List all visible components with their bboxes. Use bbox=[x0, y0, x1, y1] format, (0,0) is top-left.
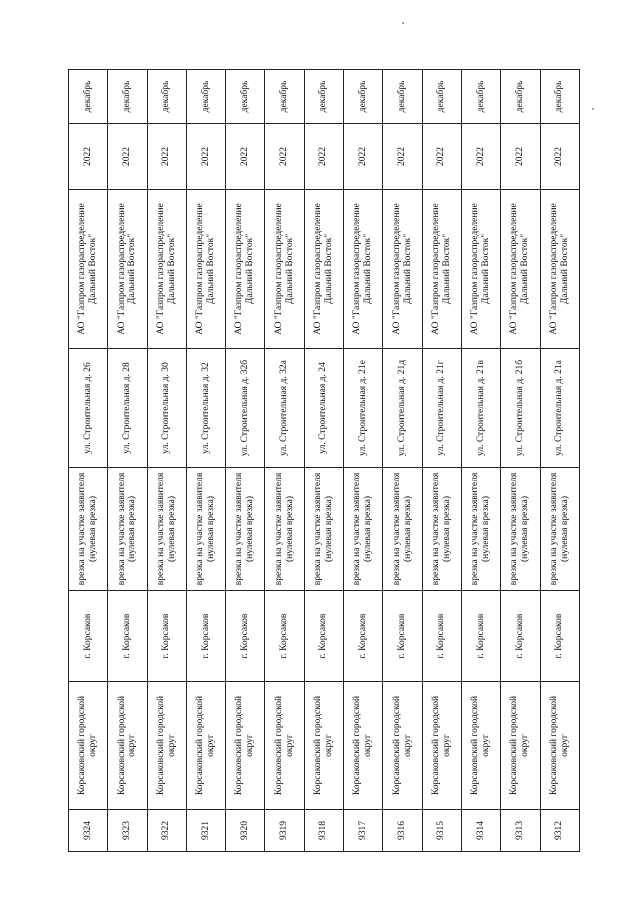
cell-city: г. Корсаков bbox=[186, 591, 225, 682]
cell-city: г. Корсаков bbox=[540, 591, 579, 682]
cell-organization: АО "Газпром газораспределение Дальний Восток" bbox=[383, 190, 422, 349]
cell-year: 2022 bbox=[186, 124, 225, 190]
cell-organization: АО "Газпром газораспределение Дальний Восток" bbox=[186, 190, 225, 349]
cell-municipality: Корсаковский городской округ bbox=[422, 682, 461, 810]
cell-municipality: Корсаковский городской округ bbox=[540, 682, 579, 810]
cell-address: ул. Строительная д. 21б bbox=[501, 349, 540, 468]
cell-month: декабрь bbox=[540, 70, 579, 124]
cell-month: декабрь bbox=[501, 70, 540, 124]
table-row bbox=[69, 70, 108, 852]
table-row bbox=[265, 70, 304, 852]
cell-organization: АО "Газпром газораспределение Дальний Восток" bbox=[344, 190, 383, 349]
cell-municipality: Корсаковский городской округ bbox=[501, 682, 540, 810]
cell-work-type: врезка на участке заявителя (нулевая врезка) bbox=[186, 468, 225, 591]
cell-organization: АО "Газпром газораспределение Дальний Восток" bbox=[422, 190, 461, 349]
cell-month: декабрь bbox=[422, 70, 461, 124]
table-row bbox=[461, 70, 500, 852]
gas-connection-schedule-table bbox=[68, 69, 580, 852]
cell-number: 9313 bbox=[501, 810, 540, 852]
cell-number: 9324 bbox=[69, 810, 108, 852]
cell-city: г. Корсаков bbox=[69, 591, 108, 682]
table-row bbox=[226, 70, 265, 852]
cell-number: 9319 bbox=[265, 810, 304, 852]
cell-organization: АО "Газпром газораспределение Дальний Восток" bbox=[461, 190, 500, 349]
cell-year: 2022 bbox=[540, 124, 579, 190]
cell-address: ул. Строительная д. 26 bbox=[69, 349, 108, 468]
cell-address: ул. Строительная д. 28 bbox=[108, 349, 147, 468]
cell-address: ул. Строительная д. 21г bbox=[422, 349, 461, 468]
cell-address: ул. Строительная д. 21д bbox=[383, 349, 422, 468]
cell-number: 9315 bbox=[422, 810, 461, 852]
cell-number: 9317 bbox=[344, 810, 383, 852]
cell-year: 2022 bbox=[501, 124, 540, 190]
cell-work-type: врезка на участке заявителя (нулевая врезка) bbox=[461, 468, 500, 591]
cell-year: 2022 bbox=[226, 124, 265, 190]
cell-city: г. Корсаков bbox=[304, 591, 343, 682]
cell-city: г. Корсаков bbox=[383, 591, 422, 682]
cell-month: декабрь bbox=[186, 70, 225, 124]
cell-number: 9321 bbox=[186, 810, 225, 852]
cell-month: декабрь bbox=[69, 70, 108, 124]
cell-month: декабрь bbox=[226, 70, 265, 124]
table-row bbox=[147, 70, 186, 852]
cell-number: 9318 bbox=[304, 810, 343, 852]
cell-organization: АО "Газпром газораспределение Дальний Восток" bbox=[69, 190, 108, 349]
cell-municipality: Корсаковский городской округ bbox=[108, 682, 147, 810]
cell-number: 9316 bbox=[383, 810, 422, 852]
cell-work-type: врезка на участке заявителя (нулевая врезка) bbox=[383, 468, 422, 591]
cell-month: декабрь bbox=[265, 70, 304, 124]
cell-number: 9312 bbox=[540, 810, 579, 852]
cell-city: г. Корсаков bbox=[344, 591, 383, 682]
cell-city: г. Корсаков bbox=[422, 591, 461, 682]
cell-work-type: врезка на участке заявителя (нулевая врезка) bbox=[501, 468, 540, 591]
cell-number: 9322 bbox=[147, 810, 186, 852]
cell-month: декабрь bbox=[383, 70, 422, 124]
cell-organization: АО "Газпром газораспределение Дальний Восток" bbox=[147, 190, 186, 349]
cell-address: ул. Строительная д. 30 bbox=[147, 349, 186, 468]
cell-work-type: врезка на участке заявителя (нулевая врезка) bbox=[304, 468, 343, 591]
cell-municipality: Корсаковский городской округ bbox=[69, 682, 108, 810]
cell-year: 2022 bbox=[461, 124, 500, 190]
cell-year: 2022 bbox=[422, 124, 461, 190]
cell-organization: АО "Газпром газораспределение Дальний Восток" bbox=[540, 190, 579, 349]
cell-month: декабрь bbox=[344, 70, 383, 124]
cell-year: 2022 bbox=[69, 124, 108, 190]
cell-organization: АО "Газпром газораспределение Дальний Восток" bbox=[226, 190, 265, 349]
cell-year: 2022 bbox=[304, 124, 343, 190]
cell-organization: АО "Газпром газораспределение Дальний Восток" bbox=[501, 190, 540, 349]
cell-city: г. Корсаков bbox=[461, 591, 500, 682]
table-row bbox=[422, 70, 461, 852]
table-row bbox=[108, 70, 147, 852]
cell-work-type: врезка на участке заявителя (нулевая врезка) bbox=[226, 468, 265, 591]
cell-city: г. Корсаков bbox=[501, 591, 540, 682]
table-row bbox=[540, 70, 579, 852]
cell-municipality: Корсаковский городской округ bbox=[186, 682, 225, 810]
cell-address: ул. Строительная д. 21е bbox=[344, 349, 383, 468]
cell-municipality: Корсаковский городской округ bbox=[383, 682, 422, 810]
table-row bbox=[304, 70, 343, 852]
cell-work-type: врезка на участке заявителя (нулевая врезка) bbox=[344, 468, 383, 591]
cell-city: г. Корсаков bbox=[226, 591, 265, 682]
table-row bbox=[501, 70, 540, 852]
cell-year: 2022 bbox=[344, 124, 383, 190]
cell-year: 2022 bbox=[147, 124, 186, 190]
scan-speck bbox=[592, 108, 594, 110]
cell-year: 2022 bbox=[108, 124, 147, 190]
cell-city: г. Корсаков bbox=[108, 591, 147, 682]
cell-year: 2022 bbox=[383, 124, 422, 190]
cell-year: 2022 bbox=[265, 124, 304, 190]
cell-address: ул. Строительная д. 32 bbox=[186, 349, 225, 468]
table-row bbox=[383, 70, 422, 852]
table-row bbox=[344, 70, 383, 852]
cell-municipality: Корсаковский городской округ bbox=[304, 682, 343, 810]
cell-address: ул. Строительная д. 32а bbox=[265, 349, 304, 468]
table-row bbox=[186, 70, 225, 852]
cell-address: ул. Строительная д. 32б bbox=[226, 349, 265, 468]
cell-organization: АО "Газпром газораспределение Дальний Восток" bbox=[108, 190, 147, 349]
cell-organization: АО "Газпром газораспределение Дальний Восток" bbox=[265, 190, 304, 349]
cell-number: 9320 bbox=[226, 810, 265, 852]
cell-address: ул. Строительная д. 21а bbox=[540, 349, 579, 468]
cell-municipality: Корсаковский городской округ bbox=[265, 682, 304, 810]
cell-work-type: врезка на участке заявителя (нулевая врезка) bbox=[540, 468, 579, 591]
table-body bbox=[69, 70, 580, 852]
cell-municipality: Корсаковский городской округ bbox=[344, 682, 383, 810]
cell-number: 9314 bbox=[461, 810, 500, 852]
cell-work-type: врезка на участке заявителя (нулевая врезка) bbox=[422, 468, 461, 591]
cell-month: декабрь bbox=[461, 70, 500, 124]
cell-number: 9323 bbox=[108, 810, 147, 852]
cell-work-type: врезка на участке заявителя (нулевая врезка) bbox=[147, 468, 186, 591]
cell-city: г. Корсаков bbox=[147, 591, 186, 682]
cell-month: декабрь bbox=[304, 70, 343, 124]
scan-speck bbox=[402, 22, 404, 24]
cell-work-type: врезка на участке заявителя (нулевая врезка) bbox=[108, 468, 147, 591]
cell-city: г. Корсаков bbox=[265, 591, 304, 682]
cell-work-type: врезка на участке заявителя (нулевая врезка) bbox=[69, 468, 108, 591]
cell-municipality: Корсаковский городской округ bbox=[147, 682, 186, 810]
cell-month: декабрь bbox=[108, 70, 147, 124]
cell-organization: АО "Газпром газораспределение Дальний Восток" bbox=[304, 190, 343, 349]
cell-address: ул. Строительная д. 21в bbox=[461, 349, 500, 468]
cell-work-type: врезка на участке заявителя (нулевая врезка) bbox=[265, 468, 304, 591]
cell-month: декабрь bbox=[147, 70, 186, 124]
cell-municipality: Корсаковский городской округ bbox=[461, 682, 500, 810]
cell-address: ул. Строительная д. 24 bbox=[304, 349, 343, 468]
cell-municipality: Корсаковский городской округ bbox=[226, 682, 265, 810]
